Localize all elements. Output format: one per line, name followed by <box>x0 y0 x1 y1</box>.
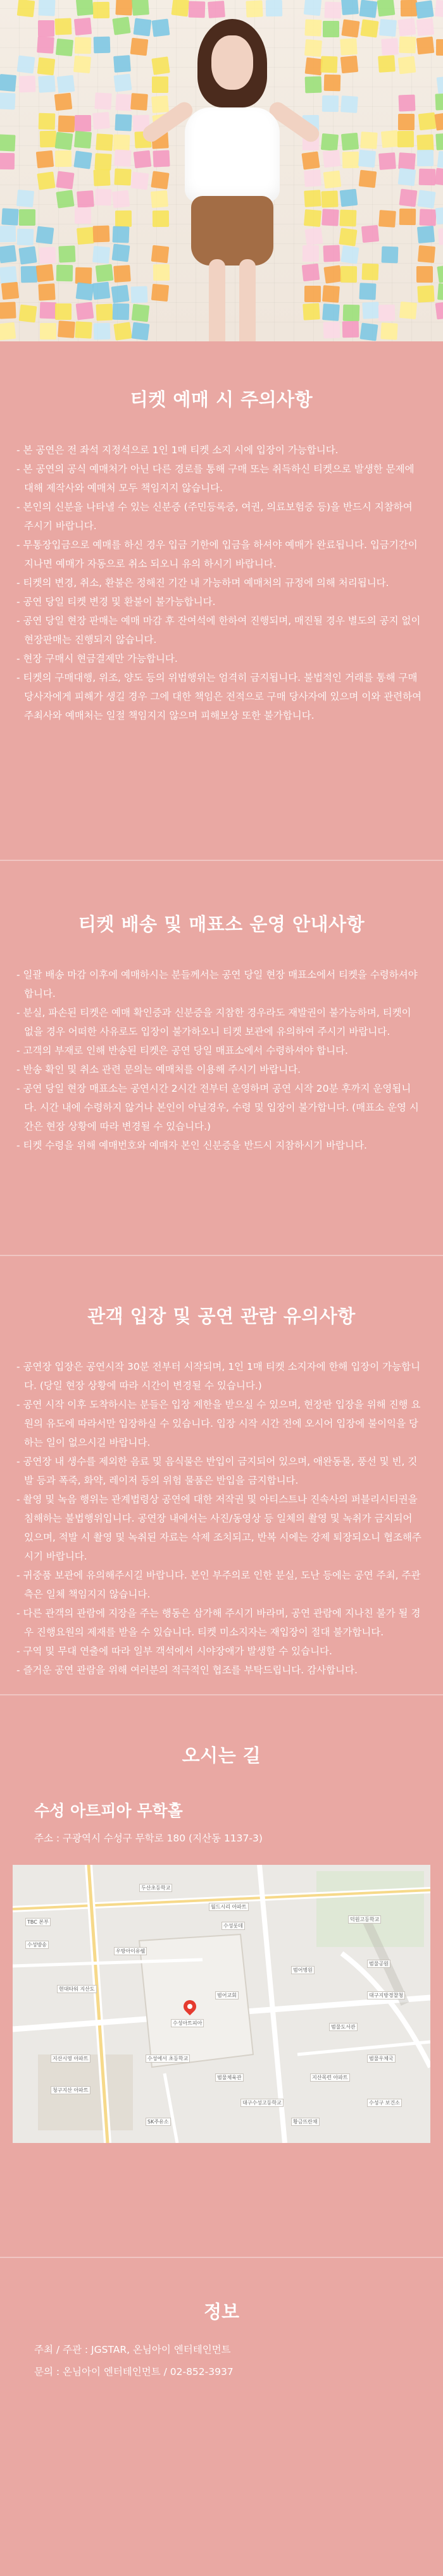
sticky-note <box>434 113 443 131</box>
sticky-note <box>322 149 340 168</box>
delivery-section <box>0 910 443 1155</box>
list-item: - 티켓의 변경, 취소, 환불은 정해진 기간 내 가능하며 예매처의 규정에 의해 처리됩니다. <box>16 577 389 589</box>
sticky-note <box>434 168 443 186</box>
sticky-note <box>322 303 340 321</box>
sticky-note <box>323 245 340 262</box>
list-item: - 본 공연은 전 좌석 지정석으로 1인 1매 티켓 소지 시에 입장이 가능합니다. <box>16 444 339 456</box>
sticky-note <box>340 189 358 207</box>
sticky-note <box>75 283 94 301</box>
map-label: 범물도서관 <box>329 2023 358 2031</box>
list-item: - 본 공연의 공식 예매처가 아닌 다른 경로를 통해 구매 또는 취득하신 티켓으로 발생한 문제에 대해 제작사와 예매처 모두 책임지지 않습니다. <box>16 463 415 494</box>
sticky-note <box>39 247 56 264</box>
map-label: 수성구 보건소 <box>367 2099 402 2107</box>
sticky-note <box>130 38 149 56</box>
sticky-note <box>358 149 376 167</box>
sticky-note <box>113 322 132 340</box>
map-label: SK주유소 <box>146 2118 171 2126</box>
sticky-note <box>340 95 358 113</box>
sticky-note <box>16 190 34 207</box>
sticky-note <box>35 264 54 282</box>
sticky-note <box>378 210 396 228</box>
sticky-note <box>418 245 435 263</box>
sticky-note <box>94 92 111 109</box>
sticky-note <box>115 0 132 16</box>
delivery-title: 티켓 배송 및 매표소 운영 안내사항 <box>78 913 365 935</box>
sticky-note <box>436 39 443 56</box>
sticky-note <box>321 209 339 226</box>
sticky-note <box>0 134 16 151</box>
sticky-note <box>54 93 73 111</box>
sticky-note <box>131 286 148 303</box>
sticky-note <box>339 228 358 246</box>
sticky-note <box>74 18 92 35</box>
sticky-note <box>343 305 360 322</box>
sticky-note <box>419 209 436 226</box>
sticky-note <box>75 115 91 131</box>
list-item: - 즐거운 공연 관람을 위해 여러분의 적극적인 협조를 부탁드립니다. 감사합니다. <box>16 1664 358 1676</box>
sticky-note <box>437 283 443 301</box>
performer-figure <box>165 19 297 341</box>
sticky-note <box>21 266 38 283</box>
sticky-note <box>40 131 57 148</box>
sticky-note <box>378 152 396 170</box>
sticky-note <box>92 246 110 264</box>
sticky-note <box>0 245 17 263</box>
sticky-note <box>55 18 72 35</box>
sticky-note <box>320 133 338 151</box>
sticky-note <box>303 303 321 320</box>
sticky-note <box>437 151 443 169</box>
sticky-note <box>341 0 359 15</box>
ticket-notice-list <box>0 441 443 725</box>
sticky-note <box>323 171 341 189</box>
sticky-note <box>361 264 378 281</box>
map-label: 지산목련 아파트 <box>310 2073 350 2082</box>
sticky-note <box>1 282 19 300</box>
sticky-note <box>304 169 321 187</box>
sticky-note <box>37 36 54 54</box>
sticky-note <box>416 134 434 151</box>
list-item: - 일괄 배송 마감 이후에 예매하시는 분들께서는 공연 당일 현장 매표소에서 티켓을 수령하셔야 합니다. <box>16 969 418 999</box>
venue-address: 주소 : 구광역시 수성구 무학로 180 (지산동 1137-3) <box>34 1833 263 1844</box>
sticky-note <box>16 56 35 74</box>
sticky-note <box>18 76 35 93</box>
sticky-note <box>301 151 320 169</box>
sticky-note <box>39 302 56 319</box>
sticky-note <box>304 39 322 57</box>
sticky-note <box>73 150 92 169</box>
map-label: 황금뜨란채 <box>291 2118 320 2126</box>
hero-image <box>0 0 443 341</box>
sticky-note <box>115 211 132 227</box>
sticky-note <box>73 56 91 73</box>
sticky-note <box>19 209 35 226</box>
sticky-note <box>360 19 378 37</box>
sticky-note <box>114 150 132 168</box>
sticky-note <box>130 93 148 111</box>
sticky-note <box>381 322 398 339</box>
sticky-note <box>55 303 72 320</box>
sticky-note <box>132 303 150 322</box>
list-item: - 공연장 내 생수를 제외한 음료 및 음식물은 반입이 금지되어 있으며, 애완동물, 풍선 및 빈, 깃발 등과 폭죽, 화약, 레이저 등의 위험 물품은 반입을 금지합니다. <box>16 1456 418 1486</box>
sticky-note <box>417 226 435 243</box>
sticky-note <box>38 20 54 37</box>
map-label: 수성롯데 <box>222 1922 245 1930</box>
info-title: 정보 <box>203 2301 240 2323</box>
sticky-note <box>0 302 16 319</box>
sticky-note <box>55 150 72 167</box>
sticky-note <box>304 209 321 227</box>
sticky-note <box>399 189 418 207</box>
sticky-note <box>401 0 417 16</box>
list-item: - 티켓의 구매대행, 위조, 양도 등의 위법행위는 엄격히 금지됩니다. 불법적인 거래를 통해 구매 당사자에게 피해가 생길 경우 그에 대한 책임은 전적으로 구매 당사자에 있으며 이와 관련하여 주최사와 예매처는 일절 책임지지 않으며 피해보상 또한 불가합니다. <box>16 672 422 721</box>
sticky-note <box>0 93 15 110</box>
section-divider <box>0 2257 443 2258</box>
map-label: 수성아트피아 <box>171 2019 204 2027</box>
sticky-note <box>398 94 415 111</box>
sticky-note <box>74 131 92 149</box>
sticky-note <box>113 55 131 73</box>
sticky-note <box>304 286 321 302</box>
sticky-note <box>171 0 189 17</box>
sticky-note <box>435 133 443 150</box>
sticky-note <box>302 264 320 282</box>
sticky-note <box>37 171 55 190</box>
map-label: 월드시리 아파트 <box>209 1903 249 1911</box>
sticky-note <box>340 266 357 283</box>
sticky-note <box>76 302 94 320</box>
sticky-note <box>75 37 91 54</box>
map-label: 지산시영 아파트 <box>51 2054 90 2063</box>
sticky-note <box>39 75 56 93</box>
directions-title: 오시는 길 <box>182 1745 261 1766</box>
sticky-note <box>418 169 435 186</box>
sticky-note <box>132 0 149 16</box>
sticky-note <box>380 130 398 148</box>
sticky-note <box>58 115 75 132</box>
sticky-note <box>382 247 399 264</box>
map-label: 범물공원 <box>367 1960 390 1968</box>
list-item: - 공연 당일 현장 매표소는 공연시간 2시간 전부터 운영하며 공연 시작 20분 후까지 운영됩니다. 시간 내에 수령하지 않거나 본인이 아닐경우, 수령 및 입장이 불가합니다. (매표소 운영 시간은 현장 상황에 따라 변경될 수 있습니다.) <box>16 1083 419 1132</box>
sticky-note <box>399 302 417 319</box>
sticky-note <box>93 37 110 54</box>
sticky-note <box>416 18 434 36</box>
sticky-note <box>38 283 55 300</box>
sticky-note <box>399 36 416 53</box>
sticky-note <box>56 39 73 56</box>
ticket-notice-title: 티켓 예매 시 주의사항 <box>130 389 313 410</box>
list-item: - 무통장입금으로 예매를 하신 경우 입금 기한에 입금을 하셔야 예매가 완료됩니다. 입금기간이 지나면 예매가 자동으로 취소 되오니 유의 하시기 바랍니다. <box>16 539 418 570</box>
sticky-note <box>398 56 416 75</box>
sticky-note <box>94 322 111 339</box>
sticky-note <box>77 227 94 245</box>
sticky-note <box>131 322 149 341</box>
sticky-note <box>359 170 377 188</box>
sticky-note <box>323 266 342 284</box>
sticky-note <box>134 150 152 169</box>
sticky-note <box>323 321 340 338</box>
sticky-note <box>95 188 112 205</box>
sticky-note <box>340 56 358 73</box>
sticky-note <box>0 152 15 169</box>
sticky-note <box>96 133 113 151</box>
sticky-note <box>115 114 132 131</box>
ticket-notice-section <box>0 386 443 725</box>
sticky-note <box>378 55 396 73</box>
sticky-note <box>305 76 322 94</box>
sticky-note <box>38 0 55 16</box>
sticky-note <box>418 113 436 131</box>
list-item: - 본인의 신분을 나타낼 수 있는 신분증 (주민등록증, 여권, 의료보험증 등)을 반드시 지참하여 주시기 바랍니다. <box>16 501 413 532</box>
sticky-note <box>417 150 434 166</box>
sticky-note <box>112 190 130 208</box>
sticky-note <box>93 1 109 18</box>
section-divider <box>0 860 443 861</box>
map-label: 범물우체국 <box>367 2054 396 2063</box>
sticky-note <box>359 323 378 341</box>
sticky-note <box>324 1 341 18</box>
map-label: 범어교회 <box>215 1991 239 1999</box>
sticky-note <box>0 226 16 243</box>
sticky-note <box>435 93 443 110</box>
sticky-note <box>359 0 378 18</box>
sticky-note <box>37 58 55 76</box>
sticky-note <box>76 0 94 16</box>
sticky-note <box>435 302 443 320</box>
sticky-note <box>323 75 340 92</box>
sticky-note <box>56 171 75 189</box>
map-label: 대구지방경찰청 <box>367 1991 405 1999</box>
list-item: - 다른 관객의 관람에 지장을 주는 행동은 삼가해 주시기 바라며, 공연 관람에 지나친 불가 될 경우 진행요원의 제재를 받을 수 있습니다. 티켓 미소지자는 재입장이 절대 불가합니다. <box>16 1608 421 1638</box>
list-item: - 공연장 입장은 공연시작 30분 전부터 시작되며, 1인 1매 티켓 소지자에 한해 입장이 가능합니다. (당일 현장 상황에 따라 시간이 변경될 수 있습니다.) <box>16 1361 421 1391</box>
map-label: TBC 본부 <box>25 1918 51 1926</box>
sticky-note <box>35 226 54 244</box>
sticky-note <box>0 74 16 92</box>
section-divider <box>0 1694 443 1695</box>
sticky-note <box>379 19 397 37</box>
map-label: 현대타워 지산도 <box>57 1985 97 1993</box>
list-item: - 공연 당일 현장 판매는 예매 마감 후 잔여석에 한하여 진행되며, 매진될 경우 별도의 공지 없이 현장판매는 진행되지 않습니다. <box>16 615 421 645</box>
map-label: 청구지산 아파트 <box>51 2086 90 2094</box>
entry-list <box>0 1357 443 1680</box>
list-item: - 공연 당일 티켓 변경 및 환불이 불가능합니다. <box>16 596 216 607</box>
contact-line: 문의 : 온님아이 엔터테인먼트 / 02-852-3937 <box>34 2366 234 2378</box>
sticky-note <box>95 264 113 282</box>
sticky-note <box>75 207 91 224</box>
location-map[interactable] <box>13 1865 430 2143</box>
sticky-note <box>36 150 54 168</box>
sticky-note <box>397 168 416 186</box>
list-item: - 귀중품 보관에 유의해주시길 바랍니다. 본인 부주의로 인한 분실, 도난 등에는 공연 주최, 주관 측은 일체 책임지지 않습니다. <box>16 1570 421 1600</box>
sticky-note <box>342 19 360 37</box>
map-label: 범물체육관 <box>215 2073 244 2082</box>
map-label: 두산초등학교 <box>139 1884 172 1892</box>
sticky-note <box>131 171 149 190</box>
sticky-note <box>17 229 34 246</box>
sticky-note <box>340 209 357 226</box>
map-label: 범어병원 <box>291 1966 315 1974</box>
sticky-note <box>56 190 74 209</box>
list-item: - 구역 및 무대 연출에 따라 일부 객석에서 시야장애가 발생할 수 있습니다. <box>16 1645 332 1657</box>
delivery-list <box>0 965 443 1155</box>
sticky-note <box>340 245 359 264</box>
map-label: 대구수성고등학교 <box>240 2099 284 2107</box>
sticky-note <box>17 0 35 17</box>
list-item: - 분실, 파손된 티켓은 예매 확인증과 신분증을 지참한 경우라도 재발권이 불가능하며, 티켓이 없을 경우 어떠한 사유로도 입장이 불가하오니 티켓 보관에 유의하여 주시기 바랍니다. <box>16 1007 411 1037</box>
sticky-note <box>305 19 322 36</box>
list-item: - 촬영 및 녹음 행위는 관계법령상 공연에 대한 저작권 및 아티스트나 진속사의 퍼블리시티권을 침해하는 불법행위입니다. 공연장 내에서는 사진/동영상 등 일체의 촬영 및 녹취가 금지되어 있으며, 적발 시 촬영 및 녹취된 자료는 삭제 조치되고, 반복 시에는 강제 퇴장되오니 협조해주시기 바랍니다. <box>16 1494 421 1562</box>
sticky-note <box>75 321 92 338</box>
sticky-note <box>113 16 131 35</box>
sticky-note <box>304 228 323 246</box>
sticky-note <box>417 190 435 208</box>
sticky-note <box>56 264 73 281</box>
sticky-note <box>398 114 415 130</box>
sticky-note <box>114 73 132 92</box>
sticky-note <box>38 113 55 130</box>
sticky-note <box>56 75 75 93</box>
sticky-note <box>342 152 359 169</box>
sticky-note <box>58 320 75 338</box>
map-label: 우방아이유쉘 <box>114 1947 147 1955</box>
map-label: 덕원고등학교 <box>348 1915 381 1924</box>
list-item: - 공연 시작 이후 도착하시는 분들은 입장 제한을 받으실 수 있으며, 현장판 입장을 위해 진행 요원의 유도에 따라서만 입장하실 수 있습니다. 입장 시작 시간 전에 오시어 입장에 불이익을 당하는 일이 없으시길 바랍니다. <box>16 1399 421 1448</box>
sticky-note <box>1 208 18 225</box>
sticky-note <box>113 303 130 320</box>
list-item: - 고객의 부재로 인해 반송된 티켓은 공연 당일 매표소에서 수령하셔야 합니다. <box>16 1045 348 1056</box>
sticky-note <box>92 282 111 300</box>
sticky-note <box>322 285 340 303</box>
sticky-note <box>208 1 225 18</box>
sticky-note <box>322 95 339 112</box>
sticky-note <box>340 39 358 56</box>
sticky-note <box>397 18 416 36</box>
entry-title: 관객 입장 및 공연 관람 유의사항 <box>87 1305 356 1327</box>
sticky-note <box>381 38 399 56</box>
sticky-note <box>416 37 435 55</box>
directions-section <box>0 1742 443 1767</box>
list-item: - 반송 확인 및 취소 관련 문의는 예매처를 이용해 주시기 바랍니다. <box>16 1064 301 1075</box>
sticky-note <box>18 247 37 265</box>
sticky-note <box>415 0 434 18</box>
sticky-note <box>435 206 443 224</box>
section-divider <box>0 1255 443 1256</box>
sticky-note <box>399 209 416 225</box>
sticky-note <box>397 131 414 147</box>
sticky-note <box>115 169 132 186</box>
map-label: 수성방송 <box>25 1941 49 1949</box>
sticky-note <box>113 226 130 243</box>
sticky-note <box>435 0 443 18</box>
sticky-note <box>340 133 358 150</box>
sticky-note <box>75 267 92 284</box>
sticky-note <box>265 0 282 16</box>
sticky-note <box>133 18 151 36</box>
sticky-note <box>58 246 75 263</box>
sticky-note <box>0 322 16 341</box>
sticky-note <box>362 302 379 319</box>
sticky-note <box>92 112 110 130</box>
sticky-note <box>359 283 376 300</box>
sticky-note <box>40 323 56 339</box>
sticky-note <box>77 191 94 209</box>
sticky-note <box>416 266 433 283</box>
sticky-note <box>113 134 130 151</box>
sticky-note <box>323 21 339 37</box>
sticky-note <box>417 285 434 302</box>
entry-section <box>0 1302 443 1680</box>
sticky-note <box>93 226 110 243</box>
sticky-note <box>377 0 396 17</box>
sticky-note <box>304 0 321 16</box>
sticky-note <box>360 132 378 150</box>
sticky-note <box>94 169 111 186</box>
sticky-note <box>111 244 130 262</box>
sticky-note <box>303 245 319 262</box>
sticky-note <box>113 265 131 283</box>
sticky-note <box>246 0 263 17</box>
list-item: - 티켓 수령을 위해 예매번호와 예매자 본인 신분증을 반드시 지참하시기 바랍니다. <box>16 1140 367 1151</box>
map-label: 수성에서 초등학교 <box>146 2054 190 2063</box>
sticky-note <box>321 56 338 73</box>
sticky-note <box>94 153 111 170</box>
list-item: - 현장 구매시 현금결제만 가능합니다. <box>16 653 178 664</box>
organizer-line: 주최 / 주관 : JGSTAR, 온님아이 엔터테인먼트 <box>34 2344 231 2355</box>
sticky-note <box>189 1 206 18</box>
sticky-note <box>19 304 37 322</box>
sticky-note <box>438 228 443 245</box>
sticky-note <box>304 190 321 207</box>
sticky-note <box>96 303 113 320</box>
sticky-note <box>342 321 359 338</box>
sticky-note <box>321 190 339 207</box>
sticky-note <box>54 132 73 150</box>
venue-name: 수성 아트피아 무학홀 <box>34 1802 183 1820</box>
sticky-note <box>437 75 443 94</box>
sticky-note <box>378 305 394 321</box>
sticky-note <box>361 225 379 243</box>
sticky-note <box>111 284 130 303</box>
